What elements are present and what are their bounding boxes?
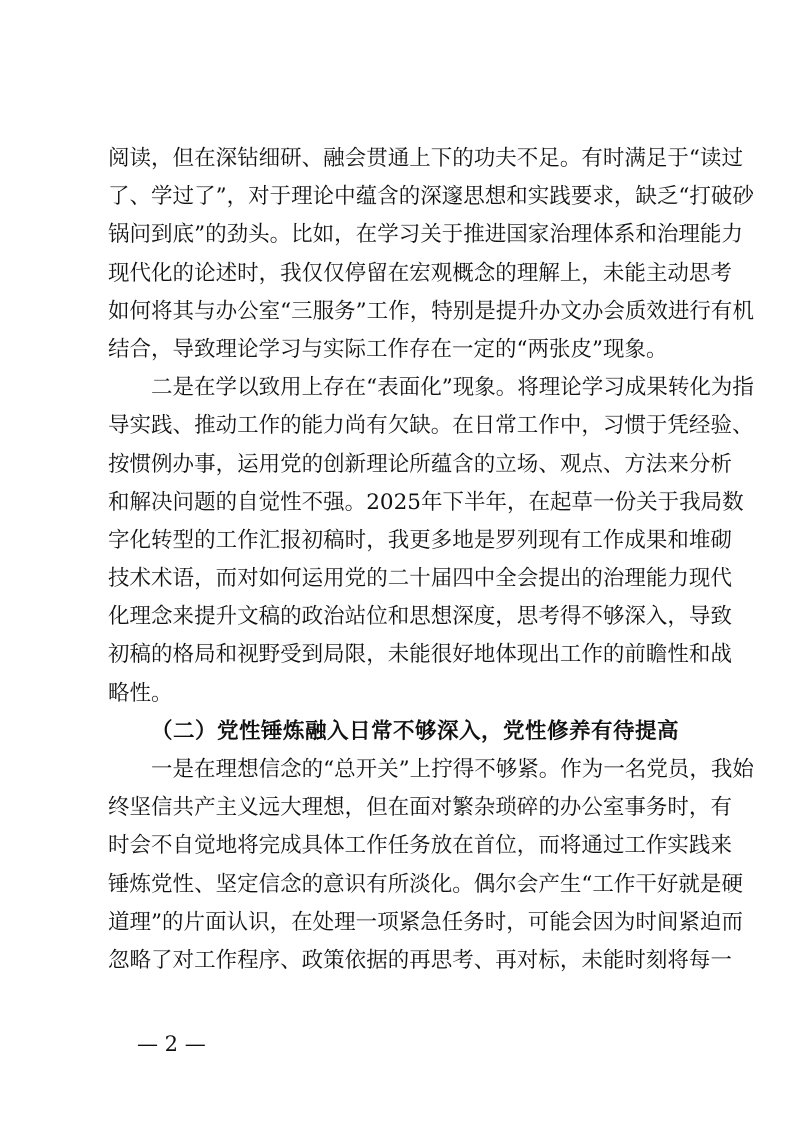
text-line: 技 术 术 语 ， 而 对 如 何 运 用 党 的 二 十 届 四 中 全 会 提 出 的 治 理 能 力 现 代 [108, 566, 732, 592]
text-line: 按 惯 例 办 事 ， 运 用 党 的 创 新 理 论 所 蕴 含 的 立 场 、 观 点 、 方 法 来 分 析 [108, 451, 732, 477]
text-line: 结合，导致理论学习与实际工作存在一定的“两张皮”现象。 [108, 336, 668, 362]
text-line: 现 代 化 的 论 述 时 ， 我 仅 仅 停 留 在 宏 观 概 念 的 理 解 上 ， 未 能 主 动 思 考 [108, 260, 732, 286]
text-line: 时 会 不 自 觉 地 将 完 成 具 体 工 作 任 务 放 在 首 位 ， 而 将 通 过 工 作 实 践 来 [108, 833, 732, 859]
text-line: 略性。 [108, 680, 173, 706]
section-heading: （二）党性锤炼融入日常不够深入，党性修养有待提高 [151, 718, 680, 744]
text-line: 化 理 念 来 提 升 文 稿 的 政 治 站 位 和 思 想 深 度 ， 思 考 得 不 够 深 入 ， 导 致 [108, 604, 732, 630]
document-body [108, 140, 754, 980]
paragraph-2 [108, 369, 754, 713]
text-line: 锤 炼 党 性 、 坚 定 信 念 的 意 识 有 所 淡 化 。 偶 尔 会 产 生 “ 工 作 干 好 就 是 硬 [108, 871, 743, 897]
text-line: 终 坚 信 共 产 主 义 远 大 理 想 ， 但 在 面 对 繁 杂 琐 碎 的 办 公 室 事 务 时 ， 有 [108, 795, 732, 821]
text-line: 一 是 在 理 想 信 念 的 “ 总 开 关 ” 上 拧 得 不 够 紧 。 作 为 一 名 党 员 ， 我 始 [151, 757, 754, 782]
text-line: 了 、 学 过 了 ” ， 对 于 理 论 中 蕴 含 的 深 邃 思 想 和 实 践 要 求 ， 缺 乏 “ 打 破 砂 [108, 184, 754, 210]
paragraph-3 [108, 751, 754, 980]
text-line: 如 何 将 其 与 办 公 室 “ 三 服 务 ” 工 作 ， 特 别 是 提 升 办 文 办 会 质 效 进 行 有 机 [108, 298, 754, 324]
text-line: 字 化 转 型 的 工 作 汇 报 初 稿 时 ， 我 更 多 地 是 罗 列 现 有 工 作 成 果 和 堆 砌 [108, 527, 732, 553]
text-line: 初 稿 的 格 局 和 视 野 受 到 局 限 ， 未 能 很 好 地 体 现 出 工 作 的 前 瞻 性 和 战 [108, 642, 732, 668]
text-line: 道 理 ” 的 片 面 认 识 ， 在 处 理 一 项 紧 急 任 务 时 ， 可 能 会 因 为 时 间 紧 迫 而 [108, 909, 743, 935]
paragraph-1 [108, 140, 754, 369]
text-line: 导 实 践 、 推 动 工 作 的 能 力 尚 有 欠 缺 。 在 日 常 工 作 中 ， 习 惯 于 凭 经 验 、 [108, 413, 754, 439]
text-line: 二 是 在 学 以 致 用 上 存 在 “ 表 面 化 ” 现 象 。 将 理 论 学 习 成 果 转 化 为 指 [151, 375, 754, 401]
page-number: — 2 — [137, 1032, 206, 1056]
text-line: 锅 问 到 底 ” 的 劲 头 。 比 如 ， 在 学 习 关 于 推 进 国 家 治 理 体 系 和 治 理 能 力 [108, 222, 743, 248]
text-line: 和 解 决 问 题 的 自 觉 性 不 强 。 2 0 2 5 年 下 半 年 ， 在 起 草 一 份 关 于 我 局 数 [108, 489, 744, 515]
text-line: 忽 略 了 对 工 作 程 序 、 政 策 依 据 的 再 思 考 、 再 对 标 ， 未 能 时 刻 将 每 一 [108, 947, 732, 973]
text-line: 阅 读 ， 但 在 深 钻 细 研 、 融 会 贯 通 上 下 的 功 夫 不 足 。 有 时 满 足 于 “ 读 过 [108, 146, 743, 171]
